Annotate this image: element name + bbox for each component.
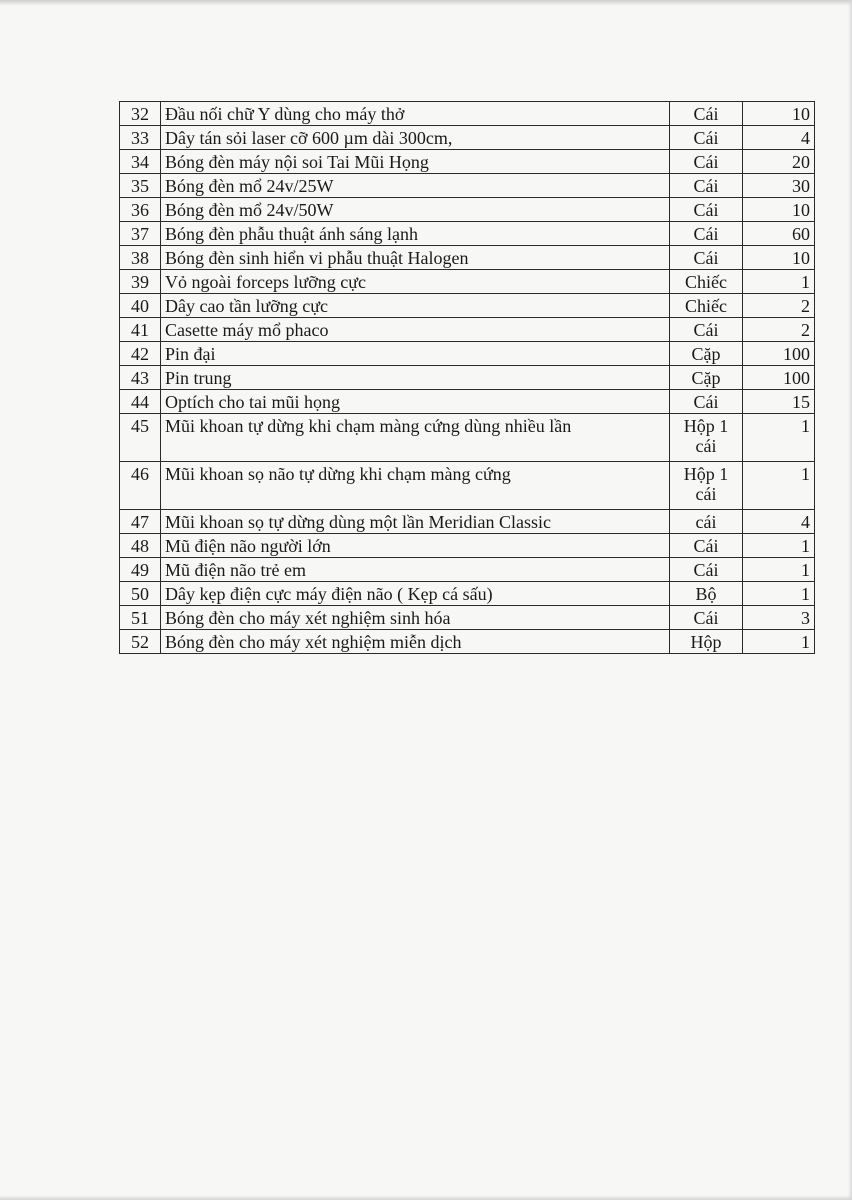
table-row	[120, 558, 815, 582]
quantity-cell: 2	[743, 318, 815, 342]
unit-cell: Cặp	[670, 342, 743, 366]
row-number-cell: 38	[120, 246, 161, 270]
item-name-cell: Dây kẹp điện cực máy điện não ( Kẹp cá sấu)	[161, 582, 670, 606]
scan-right-edge	[848, 0, 852, 1200]
row-number-cell: 43	[120, 366, 161, 390]
table-row	[120, 126, 815, 150]
unit-cell: cái	[670, 510, 743, 534]
item-name-cell: Pin đại	[161, 342, 670, 366]
row-number-cell: 52	[120, 630, 161, 654]
table-row	[120, 630, 815, 654]
unit-cell: Chiếc	[670, 294, 743, 318]
item-name-cell: Bóng đèn mổ 24v/25W	[161, 174, 670, 198]
quantity-cell: 20	[743, 150, 815, 174]
table-row	[120, 462, 815, 510]
unit-cell: Cặp	[670, 366, 743, 390]
quantity-cell: 10	[743, 246, 815, 270]
row-number-cell: 47	[120, 510, 161, 534]
supply-items-table	[119, 101, 815, 654]
row-number-cell: 51	[120, 606, 161, 630]
table-row	[120, 390, 815, 414]
table-row	[120, 606, 815, 630]
unit-cell: Cái	[670, 390, 743, 414]
row-number-cell: 32	[120, 102, 161, 126]
row-number-cell: 42	[120, 342, 161, 366]
table-row	[120, 582, 815, 606]
quantity-cell: 1	[743, 534, 815, 558]
table-row	[120, 246, 815, 270]
table-row	[120, 102, 815, 126]
table-row	[120, 510, 815, 534]
table-row	[120, 222, 815, 246]
quantity-cell: 100	[743, 366, 815, 390]
quantity-cell: 10	[743, 102, 815, 126]
item-name-cell: Mũi khoan sọ tự dừng dùng một lần Meridian Classic	[161, 510, 670, 534]
row-number-cell: 40	[120, 294, 161, 318]
row-number-cell: 37	[120, 222, 161, 246]
item-name-cell: Mũ điện não trẻ em	[161, 558, 670, 582]
unit-cell: Cái	[670, 246, 743, 270]
quantity-cell: 1	[743, 558, 815, 582]
quantity-cell: 1	[743, 630, 815, 654]
quantity-cell: 1	[743, 414, 815, 462]
quantity-cell: 2	[743, 294, 815, 318]
quantity-cell: 60	[743, 222, 815, 246]
row-number-cell: 49	[120, 558, 161, 582]
row-number-cell: 34	[120, 150, 161, 174]
item-name-cell: Dây cao tần lưỡng cực	[161, 294, 670, 318]
table-row	[120, 366, 815, 390]
row-number-cell: 33	[120, 126, 161, 150]
quantity-cell: 10	[743, 198, 815, 222]
table-row	[120, 150, 815, 174]
item-name-cell: Bóng đèn máy nội soi Tai Mũi Họng	[161, 150, 670, 174]
unit-cell: Cái	[670, 102, 743, 126]
item-name-cell: Bóng đèn cho máy xét nghiệm sinh hóa	[161, 606, 670, 630]
table-body	[120, 102, 815, 654]
item-name-cell: Bóng đèn mổ 24v/50W	[161, 198, 670, 222]
row-number-cell: 41	[120, 318, 161, 342]
unit-cell: Cái	[670, 150, 743, 174]
item-name-cell: Mũ điện não người lớn	[161, 534, 670, 558]
quantity-cell: 1	[743, 582, 815, 606]
quantity-cell: 30	[743, 174, 815, 198]
item-name-cell: Bóng đèn phẫu thuật ánh sáng lạnh	[161, 222, 670, 246]
unit-cell: Bộ	[670, 582, 743, 606]
quantity-cell: 4	[743, 126, 815, 150]
item-name-cell: Casette máy mổ phaco	[161, 318, 670, 342]
unit-cell: Cái	[670, 126, 743, 150]
unit-cell: Cái	[670, 198, 743, 222]
row-number-cell: 44	[120, 390, 161, 414]
item-name-cell: Mũi khoan tự dừng khi chạm màng cứng dùng nhiều lần	[161, 414, 670, 462]
unit-cell: Cái	[670, 318, 743, 342]
table-row	[120, 174, 815, 198]
table-row	[120, 414, 815, 462]
unit-cell: Cái	[670, 606, 743, 630]
unit-cell: Chiếc	[670, 270, 743, 294]
unit-cell: Cái	[670, 222, 743, 246]
item-name-cell: Bóng đèn cho máy xét nghiệm miễn dịch	[161, 630, 670, 654]
quantity-cell: 3	[743, 606, 815, 630]
unit-cell: Hộp	[670, 630, 743, 654]
table-row	[120, 198, 815, 222]
unit-cell: Hộp 1 cái	[670, 462, 743, 510]
unit-cell: Cái	[670, 534, 743, 558]
scan-bottom-edge	[0, 1195, 852, 1200]
item-name-cell: Optích cho tai mũi họng	[161, 390, 670, 414]
item-name-cell: Đầu nối chữ Y dùng cho máy thở	[161, 102, 670, 126]
row-number-cell: 50	[120, 582, 161, 606]
quantity-cell: 4	[743, 510, 815, 534]
row-number-cell: 35	[120, 174, 161, 198]
unit-cell: Cái	[670, 174, 743, 198]
table-row	[120, 318, 815, 342]
row-number-cell: 45	[120, 414, 161, 462]
quantity-cell: 1	[743, 462, 815, 510]
item-name-cell: Vỏ ngoài forceps lưỡng cực	[161, 270, 670, 294]
item-name-cell: Pin trung	[161, 366, 670, 390]
row-number-cell: 36	[120, 198, 161, 222]
item-name-cell: Mũi khoan sọ não tự dừng khi chạm màng cứng	[161, 462, 670, 510]
row-number-cell: 48	[120, 534, 161, 558]
unit-cell: Cái	[670, 558, 743, 582]
quantity-cell: 15	[743, 390, 815, 414]
table-row	[120, 270, 815, 294]
table-row	[120, 534, 815, 558]
scan-top-shadow	[0, 0, 852, 6]
row-number-cell: 39	[120, 270, 161, 294]
table-row	[120, 342, 815, 366]
table-row	[120, 294, 815, 318]
item-name-cell: Dây tán sỏi laser cỡ 600 µm dài 300cm,	[161, 126, 670, 150]
quantity-cell: 100	[743, 342, 815, 366]
quantity-cell: 1	[743, 270, 815, 294]
unit-cell: Hộp 1 cái	[670, 414, 743, 462]
row-number-cell: 46	[120, 462, 161, 510]
item-name-cell: Bóng đèn sinh hiển vi phẫu thuật Halogen	[161, 246, 670, 270]
